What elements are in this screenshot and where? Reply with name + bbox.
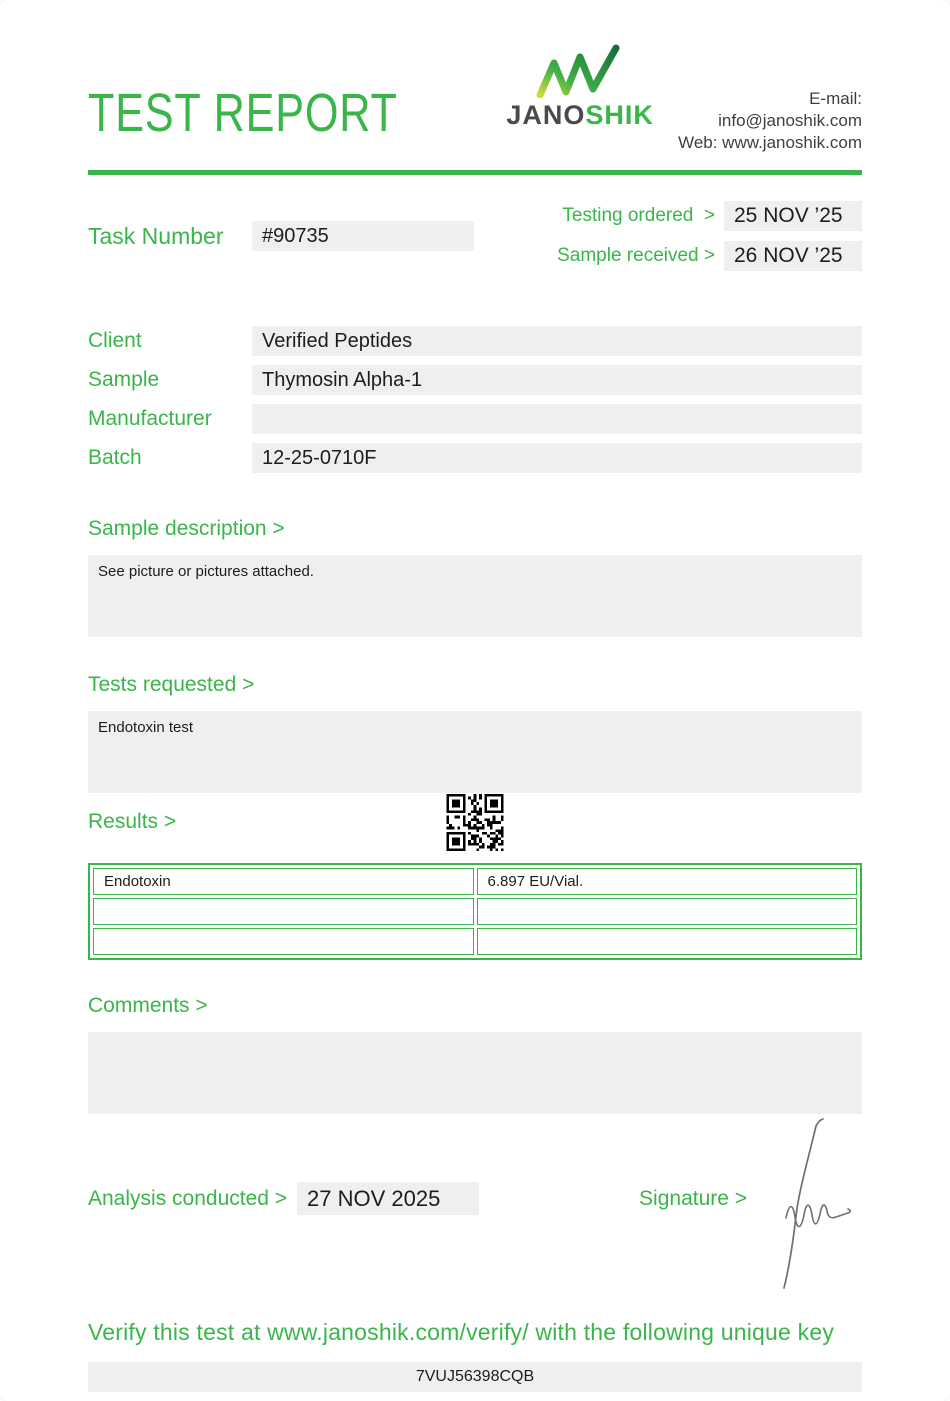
manufacturer-label: Manufacturer	[88, 407, 212, 430]
result-value-cell	[477, 928, 858, 955]
task-number-value: #90735	[252, 221, 474, 251]
janoshik-logo	[493, 44, 667, 131]
signature-label: Signature >	[639, 1186, 748, 1210]
result-value-cell	[477, 898, 858, 925]
table-row	[93, 868, 857, 895]
task-number-label: Task Number	[88, 222, 224, 249]
result-name-cell	[93, 928, 474, 955]
report-header	[88, 44, 862, 154]
results-table	[88, 863, 862, 960]
page-title: TEST REPORT	[88, 83, 398, 143]
header-divider	[88, 170, 862, 175]
comments-heading: Comments >	[88, 994, 208, 1017]
contact-block	[667, 88, 862, 154]
sample-description-box: See picture or pictures attached.	[88, 555, 862, 637]
analysis-signature-row	[88, 1182, 862, 1215]
testing-ordered-row	[557, 201, 862, 231]
table-row	[93, 898, 857, 925]
task-number-row	[88, 201, 474, 271]
sample-received-label: Sample received >	[557, 245, 715, 266]
client-label: Client	[88, 329, 142, 352]
detail-row-sample	[88, 365, 862, 395]
sample-value: Thymosin Alpha-1	[252, 365, 862, 395]
chart-peaks-icon	[532, 44, 628, 98]
batch-label: Batch	[88, 446, 142, 469]
logo-text-dark: JANO	[506, 100, 586, 130]
unique-key-value: 7VUJ56398CQB	[88, 1362, 862, 1392]
result-name-cell	[93, 898, 474, 925]
meta-section	[88, 201, 862, 271]
table-row	[93, 928, 857, 955]
result-value-cell: 6.897 EU/Vial.	[477, 868, 858, 895]
detail-row-client	[88, 326, 862, 356]
logo-wordmark	[493, 100, 667, 131]
signature-image	[756, 1118, 851, 1298]
logo-text-green: SHIK	[585, 100, 654, 130]
details-section	[88, 326, 862, 473]
comments-box	[88, 1032, 862, 1114]
qr-code	[447, 794, 504, 851]
tests-requested-box: Endotoxin test	[88, 711, 862, 793]
results-heading: Results >	[88, 810, 177, 833]
contact-email: E-mail: info@janoshik.com	[718, 89, 862, 130]
sample-received-value: 26 NOV ’25	[724, 241, 862, 271]
sample-description-heading: Sample description >	[88, 517, 285, 540]
verify-instruction: Verify this test at www.janoshik.com/verify/ with the following unique key	[88, 1319, 835, 1345]
detail-row-batch	[88, 443, 862, 473]
detail-row-manufacturer	[88, 404, 862, 434]
testing-ordered-label: Testing ordered >	[562, 205, 715, 226]
contact-web: Web: www.janoshik.com	[678, 133, 862, 152]
dates-block	[557, 201, 862, 271]
result-name-cell: Endotoxin	[93, 868, 474, 895]
results-heading-row	[88, 793, 862, 851]
tests-requested-heading: Tests requested >	[88, 673, 255, 696]
manufacturer-value	[252, 404, 862, 434]
sample-received-row	[557, 241, 862, 271]
client-value: Verified Peptides	[252, 326, 862, 356]
sample-label: Sample	[88, 368, 160, 391]
analysis-conducted-label: Analysis conducted >	[88, 1186, 288, 1210]
analysis-date-value: 27 NOV 2025	[297, 1182, 479, 1215]
batch-value: 12-25-0710F	[252, 443, 862, 473]
testing-ordered-value: 25 NOV ’25	[724, 201, 862, 231]
